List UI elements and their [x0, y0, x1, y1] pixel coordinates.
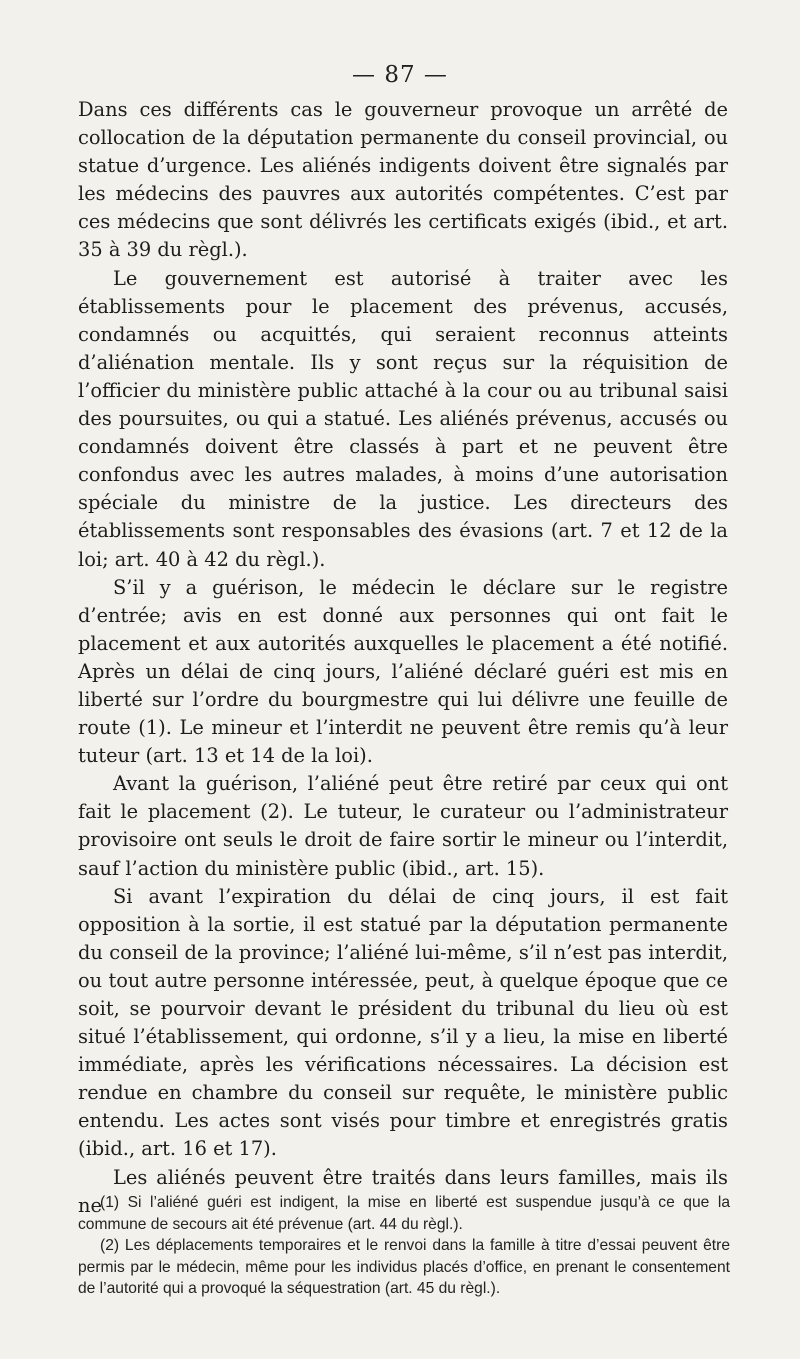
footnotes — [78, 1192, 730, 1300]
body-text — [78, 96, 728, 1220]
paragraph-1: Dans ces différents cas le gouverneur provoque un arrêté de collocation de la députation permanente du conseil provincial, ou statue d’urgence. Les aliénés indigents doivent être signalés par les médecins des pauvres aux autorités compétentes. C’est par ces médecins que sont délivrés les certificats exigés (ibid., et art. 35 à 39 du règl.). — [78, 98, 728, 262]
footnote-2: (2) Les déplacements temporaires et le renvoi dans la famille à titre d’essai peuvent être permis par le médecin, même pour les individus placés d’office, en prenant le consentement de l’autorité qui a provoqué la séquestration (art. 45 du règl.). — [78, 1237, 730, 1297]
footnote-1: (1) Si l’aliéné guéri est indigent, la mise en liberté est suspendue jusqu’à ce que la commune de secours ait été prévenue (art. 44 du règl.). — [78, 1194, 730, 1233]
paragraph-3: S’il y a guérison, le médecin le déclare sur le registre d’entrée; avis en est donné aux personnes qui ont fait le placement et aux autorités auxquelles le placement a été notifié. Après un délai de cinq jours, l’aliéné déclaré guéri est mis en liberté sur l’ordre du bourgmestre qui lui délivre une feuille de route (1). Le mineur et l’interdit ne peuvent être remis qu’à leur tuteur (art. 13 et 14 de la loi). — [78, 575, 728, 768]
paragraph-4: Avant la guérison, l’aliéné peut être retiré par ceux qui ont fait le placement (2). Le tuteur, le curateur ou l’administrateur provisoire ont seuls le droit de faire sortir le mineur ou l’interdit, sauf l’action du ministère public (ibid., art. 15). — [78, 772, 728, 880]
paragraph-5: Si avant l’expiration du délai de cinq jours, il est fait opposition à la sortie, il est statué par la députation permanente du conseil de la province; l’aliéné lui-même, s’il n’est pas interdit, ou tout autre personne intéressée, peut, à quelque époque que ce soit, se pourvoir devant le président du tribunal du lieu où est situé l’établissement, qui ordonne, s’il y a lieu, la mise en liberté immédiate, après les vérifications nécessaires. La décision est rendue en chambre du conseil sur requête, le ministère public entendu. Les actes sont visés pour timbre et enregistrés gratis (ibid., art. 16 et 17). — [78, 884, 728, 1161]
page-number: — 87 — — [352, 62, 448, 88]
paragraph-6: Les aliénés peuvent être traités dans leurs familles, mais ils ne — [78, 1165, 728, 1217]
paragraph-2: Le gouvernement est autorisé à traiter avec les établissements pour le placement des prévenus, accusés, condamnés ou acquittés, qui seraient reconnus atteints d’aliénation mentale. Ils y sont reçus sur la réquisition de l’officier du ministère public attaché à la cour ou au tribunal saisi des poursuites, ou qui a statué. Les aliénés prévenus, accusés ou condamnés doivent être classés à part et ne peuvent être confondus avec les autres malades, à moins d’une autorisation spéciale du ministre de la justice. Les directeurs des établissements sont responsables des évasions (art. 7 et 12 de la loi; art. 40 à 42 du règl.). — [78, 266, 728, 571]
